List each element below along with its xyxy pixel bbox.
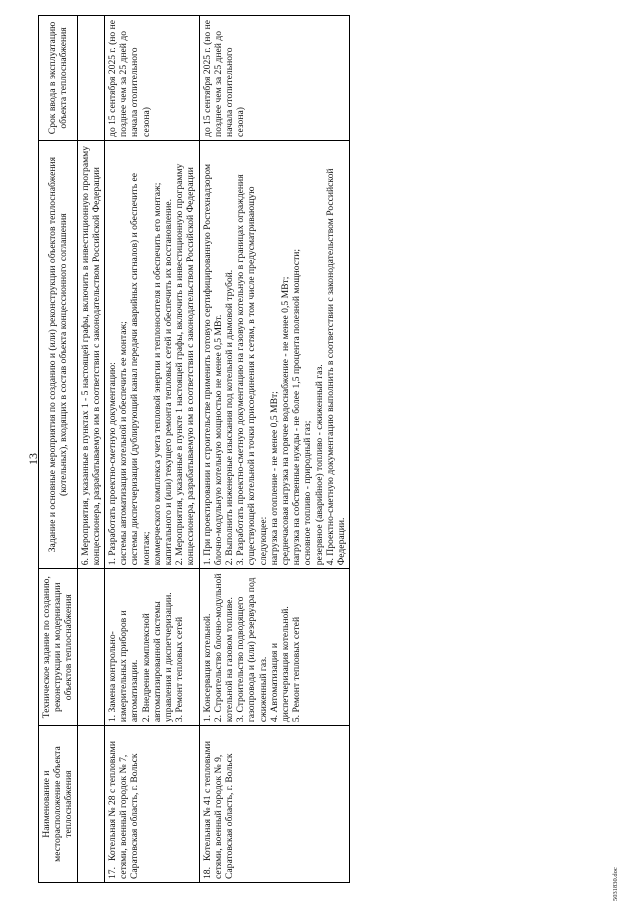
technical-task-item: 2. Строительство блочно-модульной котельной на газовом топливе. — [212, 573, 236, 723]
technical-task-item: 2. Внедрение комплексной автоматизированной системы управления и диспетчеризации. — [140, 592, 175, 723]
technical-task-item: 1. Замена контрольно-измерительных приборов и автоматизации. — [107, 610, 141, 723]
task-item: 6. Мероприятия, указанные в пунктах 1 - 5 настоящей графы, включить в инвестиционную программу концессионера, разрабатываемую им в соответствии с законодательством Российской Федерации — [79, 145, 102, 566]
technical-task-item: 1. Консервация котельной. — [201, 613, 213, 723]
task-item: основное топливо - природный газ; — [302, 420, 314, 566]
cell-deadline: до 15 сентября 2025 г. (но не позднее чем за 25 дней до начала отопительного сезона) — [199, 16, 350, 141]
table-row — [77, 16, 104, 883]
header-tasks: Задание и основные мероприятия по созданию и (или) реконструкции объектов теплоснабжения (котельных), входящих в состав объекта концессионного соглашения — [39, 140, 78, 568]
header-technical-task: Техническое задание по созданию, реконструкции и модернизации объектов теплоснабжения — [39, 569, 78, 726]
page-number: 13 — [26, 453, 40, 465]
task-item: 2. Мероприятия, указанные в пункте 1 настоящей графы, включить в инвестиционную программу концессионера, разрабатываемую им в соответствии с законодательством Российской Федерации — [174, 163, 197, 566]
task-item: 3. Разработать проектно-сметную документацию на газовую котельную в границах ограждения существующей котельной и точки присоединения к сетям, в том числе предусматривающую следующее: — [235, 174, 269, 566]
task-item: коммерческого комплекса учета тепловой энергии и теплоносителя и обеспечить его монтаж; — [151, 182, 163, 566]
object-name: Котельная № 41 с тепловыми сетями, военный городок № 9, Саратовская область, г. Вольск — [201, 741, 236, 879]
cell-deadline — [77, 16, 104, 141]
task-item: 1. Разработать проектно-сметную документацию: — [107, 362, 119, 566]
task-item: системы диспетчеризации (дублирующий канал передачи аварийных сигналов) и обеспечить ее монтаж; — [129, 172, 152, 566]
technical-task-item: 3. Ремонт тепловых сетей — [174, 616, 186, 723]
table-row — [105, 16, 200, 883]
row-number: 18. — [201, 867, 213, 879]
technical-task-item: 4. Автоматизация и диспетчеризация котельной. — [268, 606, 292, 723]
header-deadline: Срок ввода в эксплуатацию объекта теплоснабжения — [39, 16, 78, 141]
table-row — [199, 16, 350, 883]
cell-tasks — [77, 140, 104, 568]
cell-technical-task — [77, 569, 104, 726]
cell-tasks — [105, 140, 200, 568]
technical-task-item: 5. Ремонт тепловых сетей — [291, 616, 303, 723]
task-item: капитального и (или) текущего ремонта тепловых сетей и обеспечить их восстановление. — [163, 198, 175, 566]
cell-object — [105, 726, 200, 883]
cell-technical-task — [199, 569, 350, 726]
task-item: 1. При проектировании и строительстве применить готовую сертифицированную Ростехнадзором блочно-модульную котельную мощностью не менее 0,5 МВт. — [201, 163, 224, 566]
task-item: 2. Выполнить инженерные изыскания под котельной и дымовой трубой. — [224, 269, 236, 566]
table-header-row — [39, 16, 78, 883]
task-item: системы автоматизации котельной и обеспечить ее монтаж; — [118, 321, 130, 566]
cell-technical-task — [105, 569, 200, 726]
cell-tasks — [199, 140, 350, 568]
task-item: резервное (аварийное) топливо - сжиженный газ. — [313, 364, 325, 566]
technical-task-item: 3. Строительство подводящего газопровода и (или) резервуара под сжиженный газ. — [235, 577, 269, 723]
heat-supply-table — [38, 15, 350, 883]
task-item: нагрузка на отопление - не менее 0,5 МВт; — [268, 391, 280, 566]
header-object: Наименование и месторасположение объекта теплоснабжения — [39, 726, 78, 883]
task-item: 4. Проектно-сметную документацию выполнить в соответствии с законодательством Российской Федерации. — [324, 168, 348, 566]
cell-object — [199, 726, 350, 883]
document-code: 5031830.doc — [612, 867, 619, 901]
cell-deadline: до 15 сентября 2025 г. (но не позднее чем за 25 дней до начала отопительного сезона) — [105, 16, 200, 141]
task-item: нагрузка на собственные нужды - не более 1,5 процента полезной мощности; — [291, 248, 303, 566]
row-number: 17. — [107, 867, 119, 879]
object-name: Котельная № 28 с тепловыми сетями, военный городок № 7, Саратовская область, г. Вольск — [107, 741, 141, 879]
cell-object — [77, 726, 104, 883]
task-item: среднечасовая нагрузка на горячее водоснабжение - не менее 0,5 МВт; — [280, 276, 292, 566]
